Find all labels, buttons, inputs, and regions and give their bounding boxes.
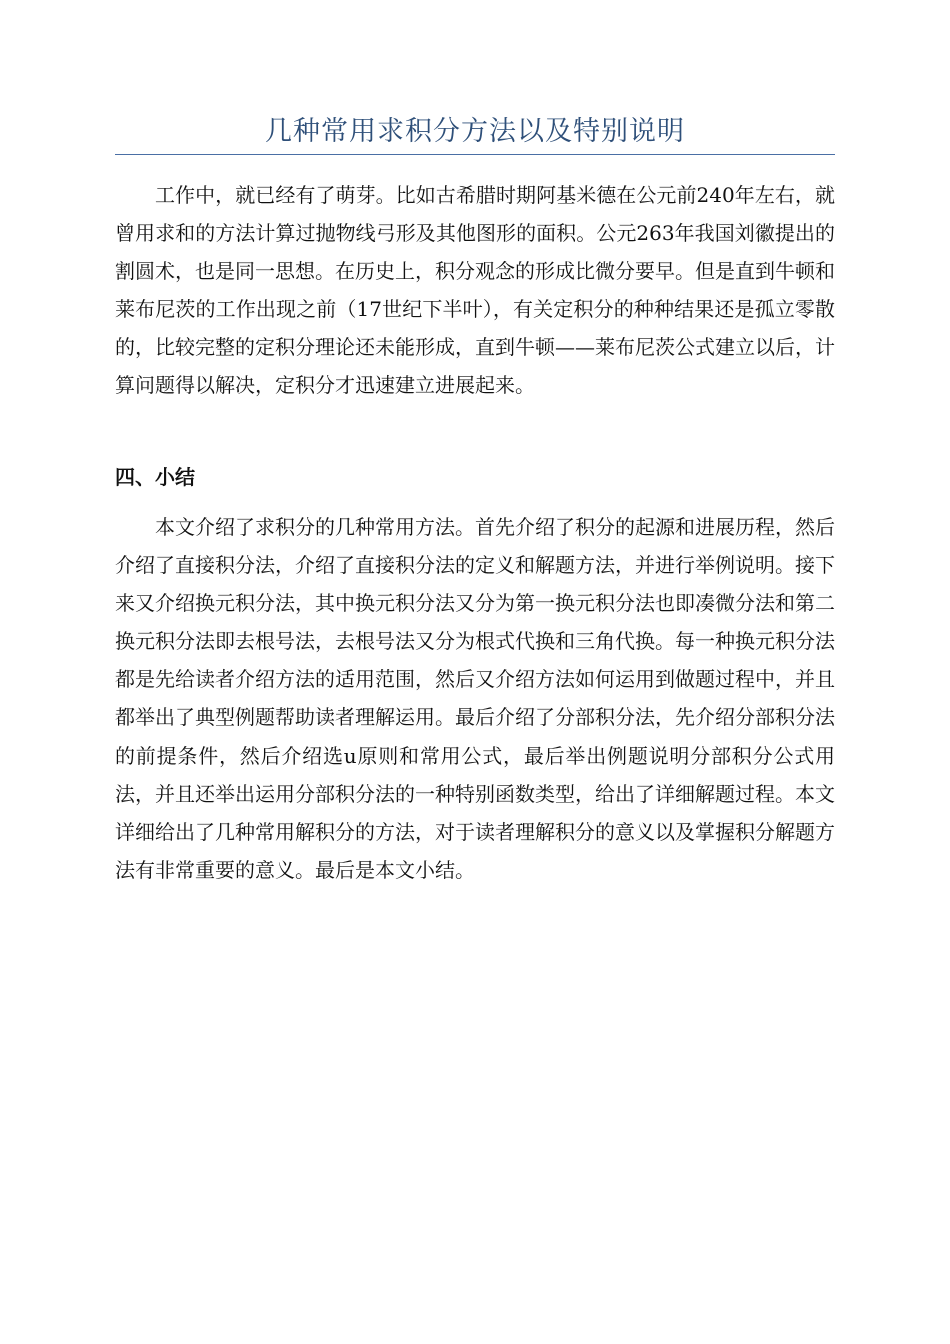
title-underline [115, 154, 835, 155]
document-title: 几种常用求积分方法以及特别说明 [265, 116, 685, 147]
summary-paragraph: 本文介绍了求积分的几种常用方法。首先介绍了积分的起源和进展历程，然后介绍了直接积分法，介绍了直接积分法的定义和解题方法，并进行举例说明。接下来又介绍换元积分法，其中换元积分法又分为第一换元积分法也即凑微分法和第二换元积分法即去根号法，去根号法又分为根式代换和三角代换。每一种换元积分法都是先给读者介绍方法的适用范围，然后又介绍方法如何运用到做题过程中，并且都举出了典型例题帮助读者理解运用。最后介绍了分部积分法，先介绍分部积分法的前提条件，然后介绍选u原则和常用公式，最后举出例题说明分部积分公式用法，并且还举出运用分部积分法的一种特别函数类型，给出了详细解题过程。本文详细给出了几种常用解积分的方法，对于读者理解积分的意义以及掌握积分解题方法有非常重要的意义。最后是本文小结。 [115, 515, 835, 882]
body-paragraph: 工作中，就已经有了萌芽。比如古希腊时期阿基米德在公元前240年左右，就曾用求和的方法计算过抛物线弓形及其他图形的面积。公元263年我国刘徽提出的割圆术，也是同一思想。在历史上，积分观念的形成比微分要早。但是直到牛顿和莱布尼茨的工作出现之前（17世纪下半叶），有关定积分的种种结果还是孤立零散的，比较完整的定积分理论还未能形成，直到牛顿——莱布尼茨公式建立以后，计算问题得以解决，定积分才迅速建立进展起来。 [115, 183, 835, 398]
section-heading: 四、小结 [115, 465, 195, 489]
